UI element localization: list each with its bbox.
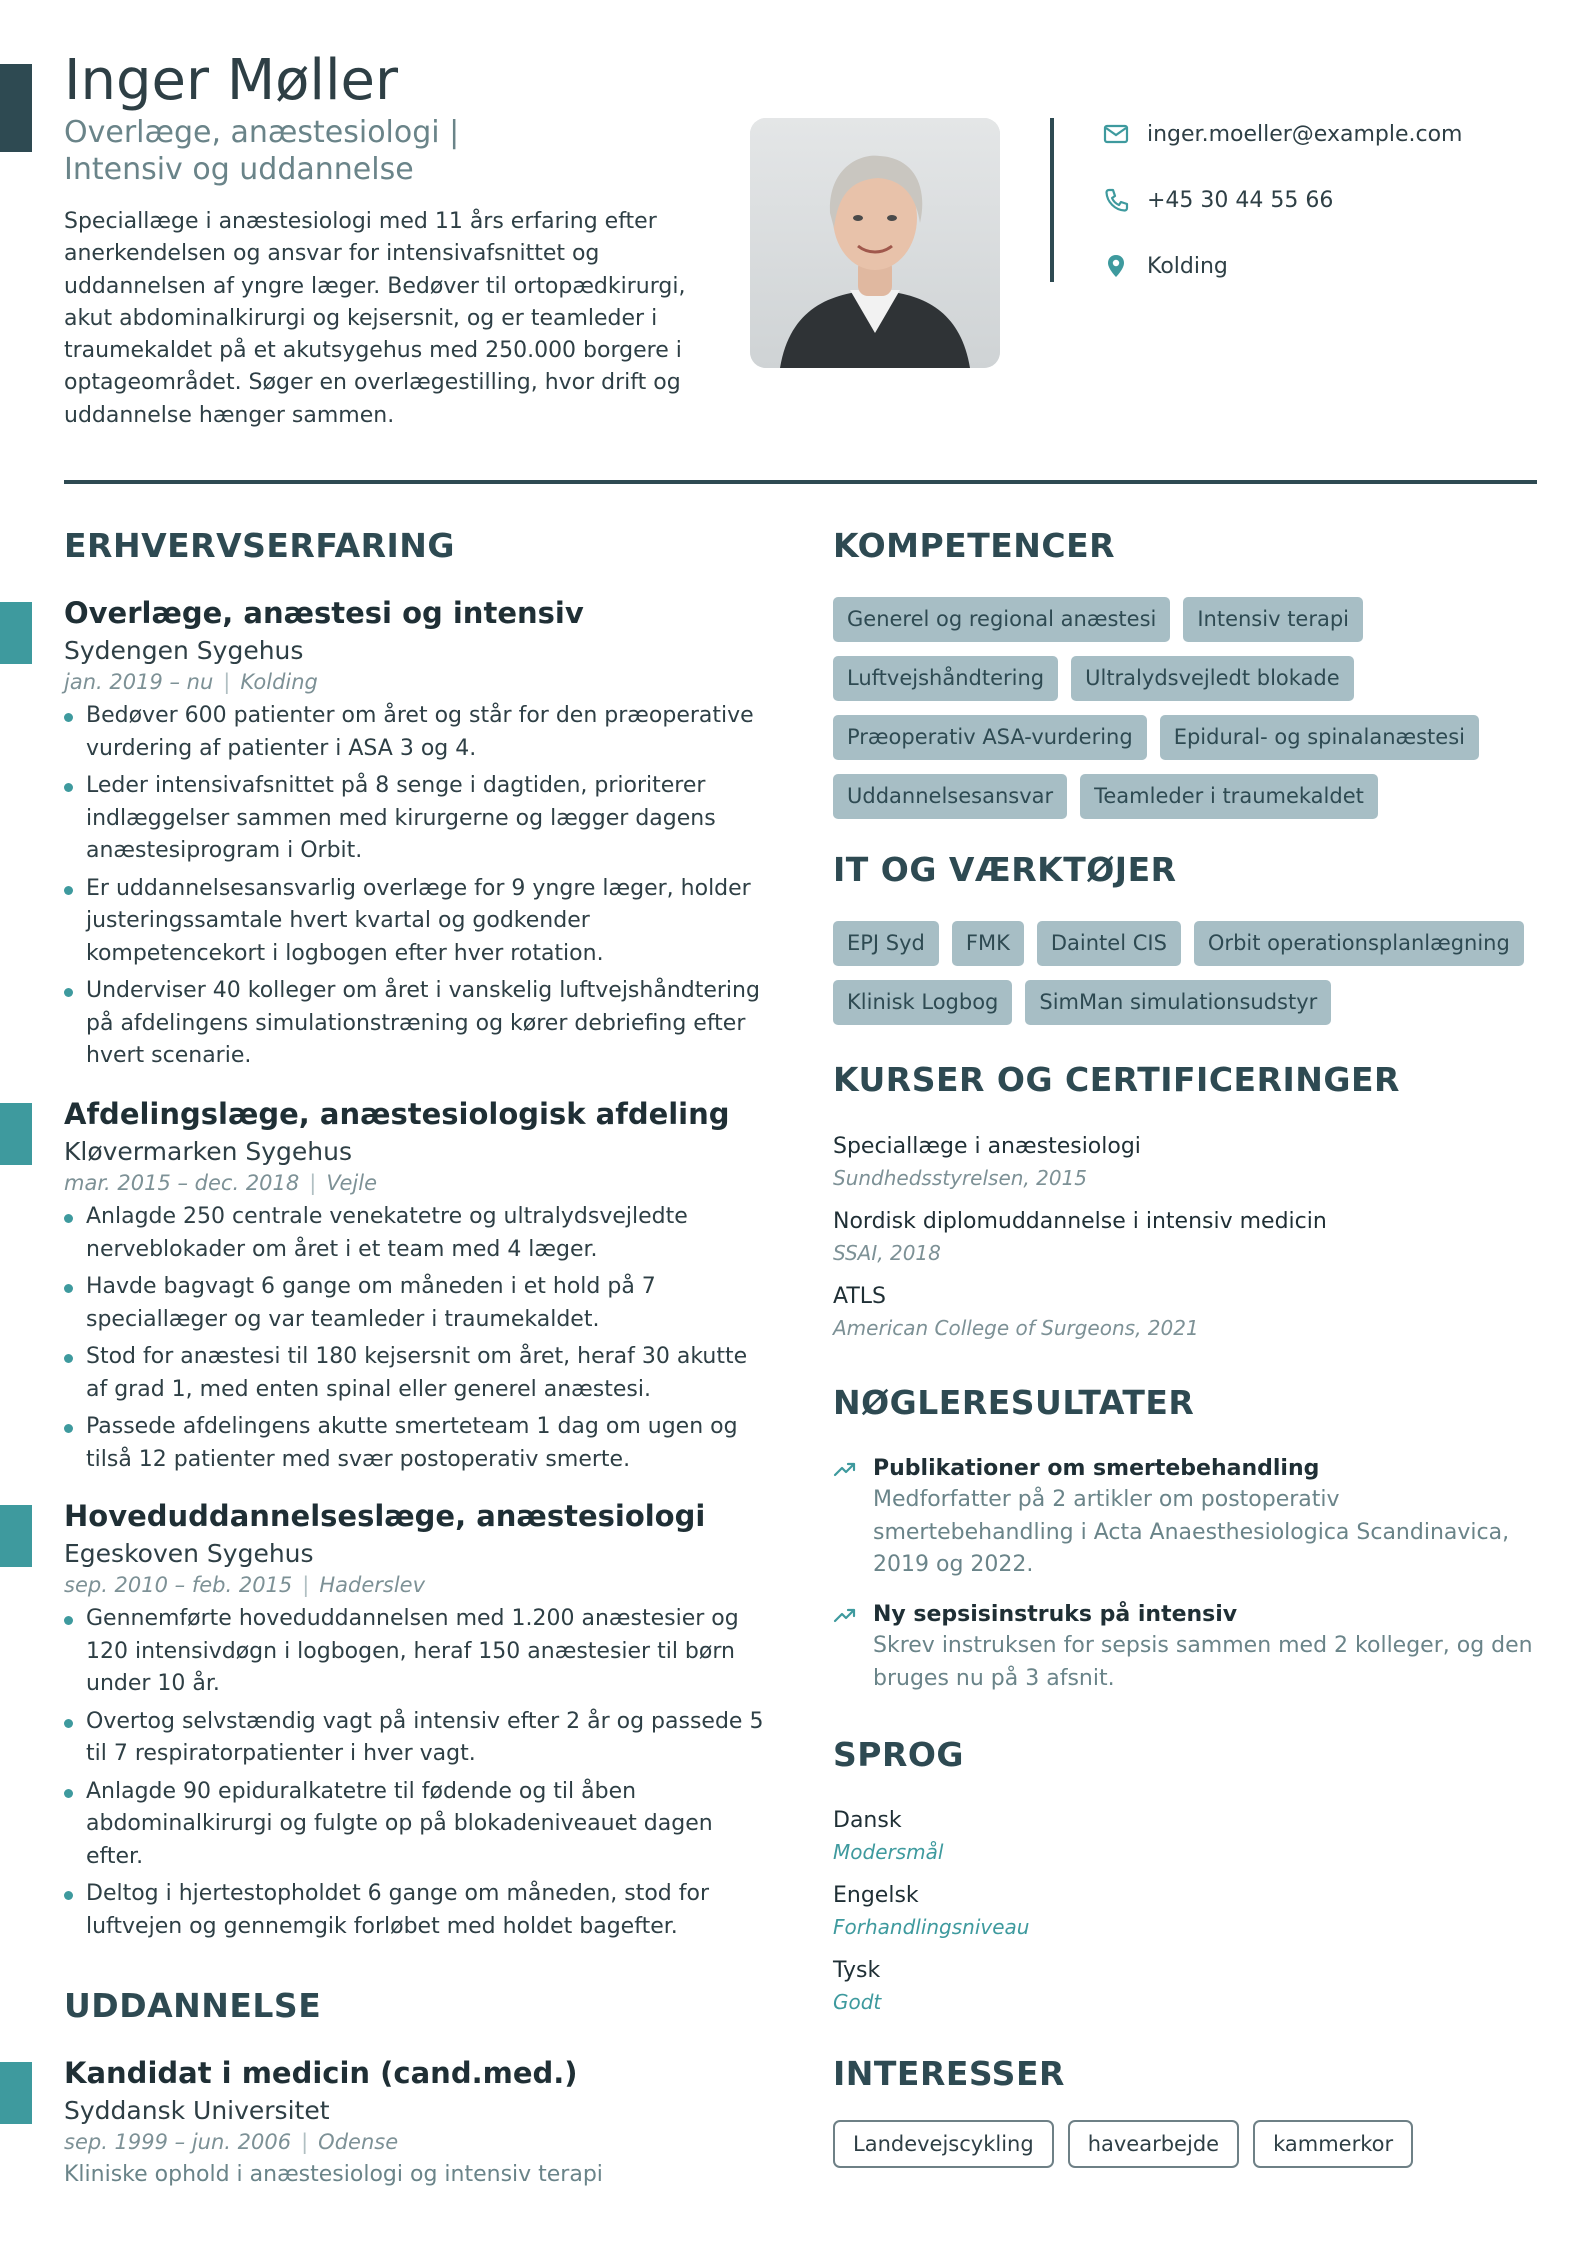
section-title-languages: SPROG — [833, 1735, 965, 1774]
list-item: Gennemførte hoveduddannelsen med 1.200 anæstesier og 120 intensivdøgn i logbogen, heraf 150 anæstesier til børn under 10 år. — [64, 1603, 764, 1701]
skill-chip: Præoperativ ASA-vurdering — [833, 715, 1147, 760]
location-text: Kolding — [1147, 253, 1228, 279]
job-title: Afdelingslæge, anæstesiologisk afdeling — [64, 1097, 730, 1131]
tool-chip: Orbit operationsplanlægning — [1194, 921, 1524, 966]
header-divider — [64, 480, 1537, 484]
job-dates: jan. 2019 – nu — [64, 670, 214, 694]
tools-list — [833, 921, 1533, 1025]
course-issuer: SSAI, 2018 — [833, 1241, 941, 1265]
section-title-interests: INTERESSER — [833, 2054, 1065, 2093]
job-accent-bar — [0, 602, 32, 664]
list-item: Overtog selvstændig vagt på intensiv efter 2 år og passede 5 til 7 respiratorpatienter i hver vagt. — [64, 1706, 764, 1771]
person-name: Inger Møller — [64, 48, 399, 113]
job-title: Hoveduddannelseslæge, anæstesiologi — [64, 1499, 706, 1533]
phone-icon — [1102, 186, 1130, 214]
job-location: Vejle — [326, 1171, 377, 1195]
list-item: Er uddannelsesansvarlig overlæge for 9 yngre læger, holder justeringssamtale hvert kvartal og godkender kompetencekort i logbogen efter hver rotation. — [64, 873, 764, 971]
job-employer: Sydengen Sygehus — [64, 636, 304, 665]
meta-separator: | — [301, 2130, 309, 2154]
achievement-title: Publikationer om smertebehandling — [873, 1456, 1320, 1481]
profile-summary: Speciallæge i anæstesiologi med 11 års erfaring efter anerkendelsen og ansvar for intensivafsnittet og uddannelsen af yngre læger. Bedøver til ortopædkirurgi, akut abdominalkirurgi og kejsersnit, og er teamleder i traumekaldet på et akutsygehus med 250.000 borgere i optageområdet. Søger en overlægestilling, hvor drift og uddannelse hænger sammen. — [64, 209, 686, 428]
headline: Overlæge, anæstesiologi | Intensiv og uddannelse — [64, 115, 460, 187]
education-note: Kliniske ophold i anæstesiologi og intensiv terapi — [64, 2162, 603, 2187]
interest-tag: havearbejde — [1068, 2120, 1239, 2168]
list-item: Anlagde 90 epiduralkatetre til fødende og til åben abdominalkirurgi og fulgte op på blokadeniveauet dagen efter. — [64, 1776, 764, 1874]
tool-chip: Daintel CIS — [1037, 921, 1181, 966]
degree-title: Kandidat i medicin (cand.med.) — [64, 2056, 578, 2090]
language-level: Forhandlingsniveau — [833, 1915, 1030, 1939]
profile-photo — [750, 118, 1000, 368]
section-title-education: UDDANNELSE — [64, 1986, 322, 2025]
list-item: Havde bagvagt 6 gange om måneden i et hold på 7 speciallæger og var teamleder i traumekaldet. — [64, 1271, 764, 1336]
trending-up-icon — [833, 1604, 857, 1628]
list-item: Leder intensivafsnittet på 8 senge i dagtiden, prioriterer indlæggelser sammen med kirurgerne og lægger dagens anæstesiprogram i Orbit. — [64, 770, 764, 868]
job-meta — [64, 1573, 425, 1597]
education-location: Odense — [318, 2130, 399, 2154]
skill-chip: Generel og regional anæstesi — [833, 597, 1170, 642]
skills-list — [833, 597, 1533, 819]
skill-chip: Ultralydsvejledt blokade — [1071, 656, 1354, 701]
list-item: Stod for anæstesi til 180 kejsersnit om året, heraf 30 akutte af grad 1, med enten spinal eller generel anæstesi. — [64, 1341, 764, 1406]
interest-tag: Landevejscykling — [833, 2120, 1054, 2168]
job-title: Overlæge, anæstesi og intensiv — [64, 596, 584, 630]
job-location: Kolding — [240, 670, 318, 694]
section-title-tools: IT OG VÆRKTØJER — [833, 850, 1177, 889]
tool-chip: FMK — [952, 921, 1024, 966]
email-text: inger.moeller@example.com — [1147, 121, 1463, 147]
job-location: Haderslev — [319, 1573, 426, 1597]
job-dates: mar. 2015 – dec. 2018 — [64, 1171, 300, 1195]
job-dates: sep. 2010 – feb. 2015 — [64, 1573, 293, 1597]
achievement-description: Skrev instruksen for sepsis sammen med 2 kolleger, og den bruges nu på 3 afsnit. — [873, 1633, 1533, 1691]
job-accent-bar — [0, 1505, 32, 1567]
list-item: Underviser 40 kolleger om året i vanskelig luftvejshåndtering på afdelingens simulationstræning og kører debriefing efter hvert scenarie. — [64, 975, 764, 1073]
tool-chip: EPJ Syd — [833, 921, 939, 966]
skill-chip: Teamleder i traumekaldet — [1080, 774, 1378, 819]
section-title-skills: KOMPETENCER — [833, 526, 1116, 565]
list-item: Deltog i hjertestopholdet 6 gange om måneden, stod for luftvejen og gennemgik forløbet med holdet bagefter. — [64, 1878, 764, 1943]
skill-chip: Uddannelsesansvar — [833, 774, 1067, 819]
tool-chip: Klinisk Logbog — [833, 980, 1012, 1025]
job-accent-bar — [0, 1103, 32, 1165]
meta-separator: | — [309, 1171, 317, 1195]
contact-divider — [1050, 118, 1054, 282]
course-issuer: Sundhedsstyrelsen, 2015 — [833, 1166, 1088, 1190]
skill-chip: Luftvejshåndtering — [833, 656, 1058, 701]
contact-email[interactable] — [1102, 118, 1522, 150]
skill-chip: Epidural- og spinalanæstesi — [1160, 715, 1479, 760]
meta-separator: | — [223, 670, 231, 694]
job-meta — [64, 1171, 377, 1195]
course-issuer: American College of Surgeons, 2021 — [833, 1316, 1199, 1340]
job-meta — [64, 670, 318, 694]
location-pin-icon — [1102, 252, 1130, 280]
header-accent-bar — [0, 64, 32, 152]
education-meta — [64, 2130, 398, 2154]
interests-list — [833, 2120, 1413, 2168]
meta-separator: | — [302, 1573, 310, 1597]
section-title-achievements: NØGLERESULTATER — [833, 1383, 1195, 1422]
list-item: Anlagde 250 centrale venekatetre og ultralydsvejledte nerveblokader om året i et team med 4 læger. — [64, 1201, 764, 1266]
job-employer: Kløvermarken Sygehus — [64, 1137, 352, 1166]
course-title: Nordisk diplomuddannelse i intensiv medicin — [833, 1209, 1327, 1234]
course-title: ATLS — [833, 1284, 887, 1309]
school-name: Syddansk Universitet — [64, 2096, 330, 2125]
education-dates: sep. 1999 – jun. 2006 — [64, 2130, 292, 2154]
contact-phone[interactable] — [1102, 184, 1522, 216]
language-level: Modersmål — [833, 1840, 944, 1864]
trending-up-icon — [833, 1458, 857, 1482]
contact-location — [1102, 250, 1522, 282]
envelope-icon — [1102, 120, 1130, 148]
list-item: Passede afdelingens akutte smerteteam 1 dag om ugen og tilså 12 patienter med svær postoperativ smerte. — [64, 1411, 764, 1476]
job-bullets — [64, 700, 764, 1078]
tool-chip: SimMan simulationsudstyr — [1025, 980, 1331, 1025]
skill-chip: Intensiv terapi — [1183, 597, 1363, 642]
course-title: Speciallæge i anæstesiologi — [833, 1134, 1141, 1159]
achievement-description: Medforfatter på 2 artikler om postoperativ smertebehandling i Acta Anaesthesiologica Scandinavica, 2019 og 2022. — [873, 1487, 1510, 1577]
section-title-courses: KURSER OG CERTIFICERINGER — [833, 1060, 1400, 1099]
education-accent-bar — [0, 2062, 32, 2124]
job-employer: Egeskoven Sygehus — [64, 1539, 314, 1568]
language-name: Tysk — [833, 1958, 881, 1983]
portrait-illustration — [750, 118, 1000, 368]
interest-tag: kammerkor — [1253, 2120, 1413, 2168]
job-bullets — [64, 1603, 764, 1948]
achievement-title: Ny sepsisinstruks på intensiv — [873, 1602, 1238, 1627]
language-name: Dansk — [833, 1808, 902, 1833]
language-level: Godt — [833, 1990, 882, 2014]
phone-text: +45 30 44 55 66 — [1147, 187, 1334, 213]
section-title-experience: ERHVERVSERFARING — [64, 526, 456, 565]
job-bullets — [64, 1201, 764, 1481]
list-item: Bedøver 600 patienter om året og står for den præoperative vurdering af patienter i ASA 3 og 4. — [64, 700, 764, 765]
language-name: Engelsk — [833, 1883, 919, 1908]
